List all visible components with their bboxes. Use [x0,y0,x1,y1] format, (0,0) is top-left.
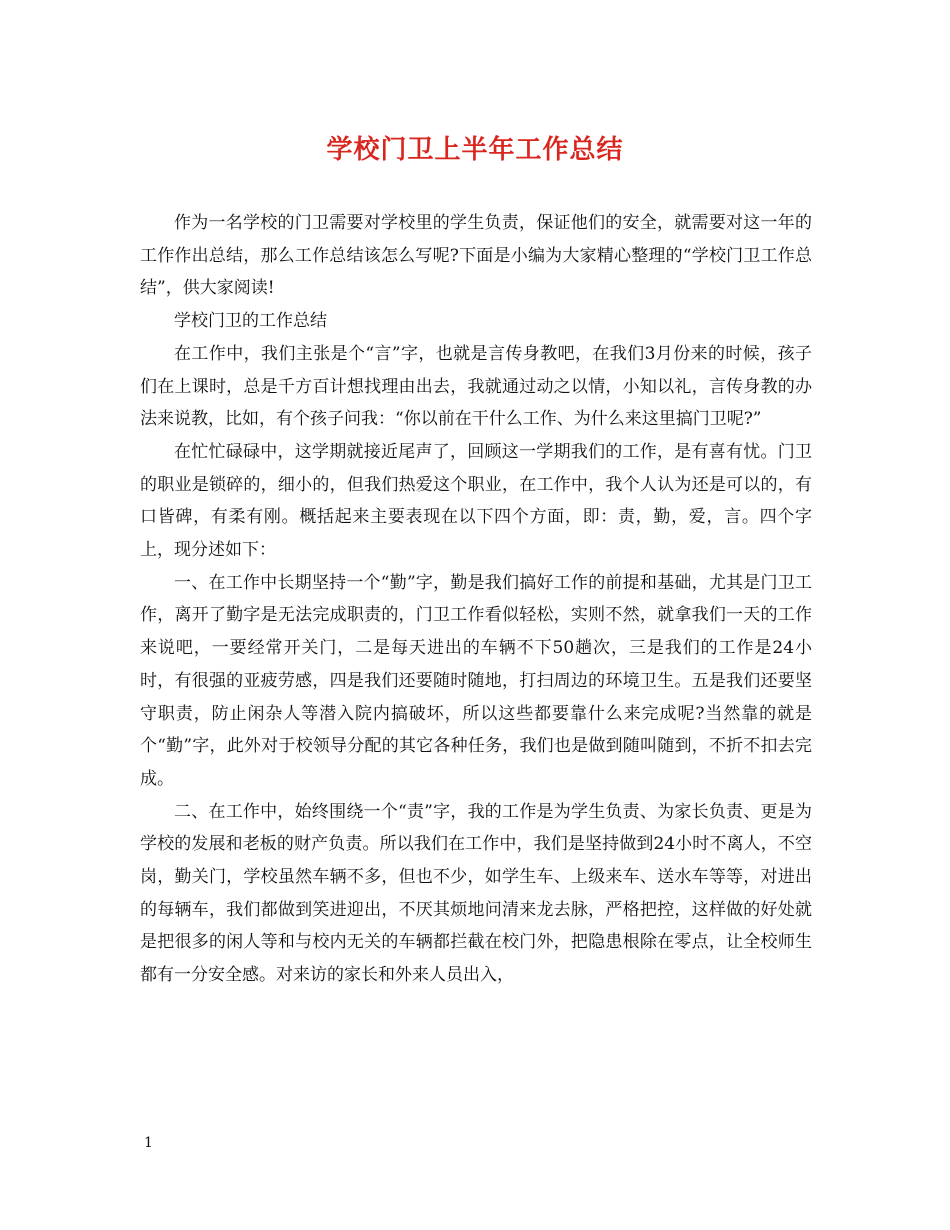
page-number: 1 [144,1135,153,1151]
document-body [140,207,812,992]
paragraph-yan: 在工作中，我们主张是个“言”字，也就是言传身教吧，在我们3月份来的时候，孩子们在上课时，总是千方百计想找理由出去，我就通过动之以情，小知以礼，言传身教的办法来说教，比如，有个孩子问我：“你以前在干什么工作、为什么来这里搞门卫呢?” [140,343,812,430]
section-heading: 学校门卫的工作总结 [174,311,327,332]
paragraph-overview: 在忙忙碌碌中，这学期就接近尾声了，回顾这一学期我们的工作，是有喜有忧。门卫的职业是锁碎的，细小的，但我们热爱这个职业，在工作中，我个人认为还是可以的，有口皆碑，有柔有刚。概括起来主要表现在以下四个方面，即：责，勤，爱，言。四个字上，现分述如下： [140,441,812,561]
paragraph-ze: 二、在工作中，始终围绕一个“责”字，我的工作是为学生负责、为家长负责、更是为学校的发展和老板的财产负责。所以我们在工作中，我们是坚持做到24小时不离人，不空岗，勤关门，学校虽然车辆不多，但也不少，如学生车、上级来车、送水车等等，对进出的每辆车，我们都做到笑进迎出，不厌其烦地问清来龙去脉，严格把控，这样做的好处就是把很多的闲人等和与校内无关的车辆都拦截在校门外，把隐患根除在零点，让全校师生都有一分安全感。对来访的家长和外来人员出入， [140,801,812,986]
document-title: 学校门卫上半年工作总结 [326,135,624,165]
paragraph-intro: 作为一名学校的门卫需要对学校里的学生负责，保证他们的安全，就需要对这一年的工作作出总结，那么工作总结该怎么写呢?下面是小编为大家精心整理的“学校门卫工作总结”，供大家阅读! [140,213,812,299]
paragraph-qin: 一、在工作中长期坚持一个“勤”字，勤是我们搞好工作的前提和基础，尤其是门卫工作，离开了勤字是无法完成职责的，门卫工作看似轻松，实则不然，就拿我们一天的工作来说吧，一要经常开关门，二是每天进出的车辆不下50趟次，三是我们的工作是24小时，有很强的亚疲劳感，四是我们还要随时随地，打扫周边的环境卫生。五是我们还要坚守职责，防止闲杂人等潜入院内搞破坏，所以这些都要靠什么来完成呢?当然靠的就是个“勤”字，此外对于校领导分配的其它各种任务，我们也是做到随叫随到，不折不扣去完成。 [140,572,812,789]
